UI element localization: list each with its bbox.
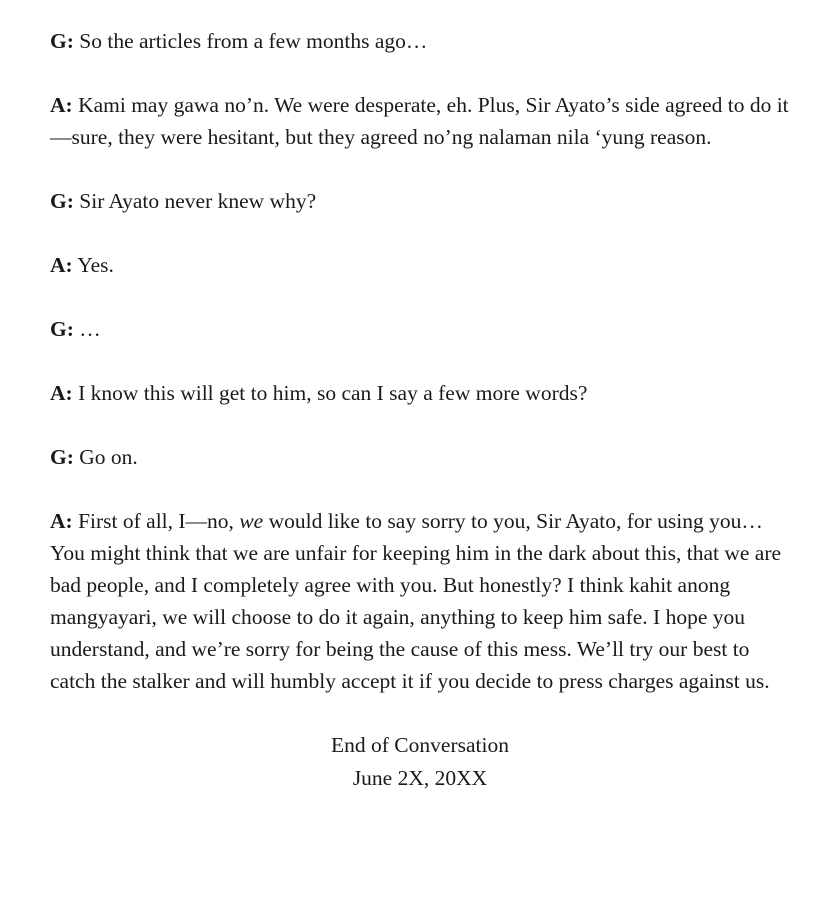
dialogue-line-3 [50,185,790,217]
speaker-label: G: [50,317,74,341]
dialogue-text: Yes. [77,253,114,277]
speaker-label: G: [50,29,74,53]
dialogue-line-2 [50,89,790,153]
speaker-label: A: [50,93,73,117]
dialogue-line-6 [50,377,790,409]
dialogue-line-7 [50,441,790,473]
ending-date: June 2X, 20XX [352,766,488,790]
ending-title: End of Conversation [331,733,509,757]
statement-emphasis: we [239,509,264,533]
dialogue-text: Go on. [79,445,138,469]
dialogue-text: So the articles from a few months ago… [79,29,428,53]
dialogue-line-5 [50,313,790,345]
dialogue-line-4 [50,249,790,281]
dialogue-text: … [79,317,101,341]
final-statement [50,505,790,697]
conversation-document [50,25,790,795]
statement-text-end: would like to say sorry to you, Sir Ayato, for using you… You might think that we are unfair for keeping him in the dark about this, that we are bad people, and I completely agree with you. But honestly? I think kahit anong mangyayari, we will choose to do it again, anything to keep him safe. I hope you understand, and we’re sorry for being the cause of this mess. We’ll try our best to catch the stalker and will humbly accept it if you decide to press charges against us. [50,509,782,693]
statement-text-start: First of all, I—no, [78,509,240,533]
dialogue-line-1 [50,25,790,57]
speaker-label: G: [50,189,74,213]
speaker-label: A: [50,509,73,533]
speaker-label: A: [50,253,73,277]
speaker-label: A: [50,381,73,405]
speaker-label: G: [50,445,74,469]
conversation-ending [50,729,790,795]
dialogue-text: Sir Ayato never knew why? [79,189,317,213]
dialogue-text: Kami may gawa no’n. We were desperate, eh. Plus, Sir Ayato’s side agreed to do it—sure, they were hesitant, but they agreed no’ng nalaman nila ‘yung reason. [50,93,789,149]
dialogue-text: I know this will get to him, so can I say a few more words? [78,381,588,405]
